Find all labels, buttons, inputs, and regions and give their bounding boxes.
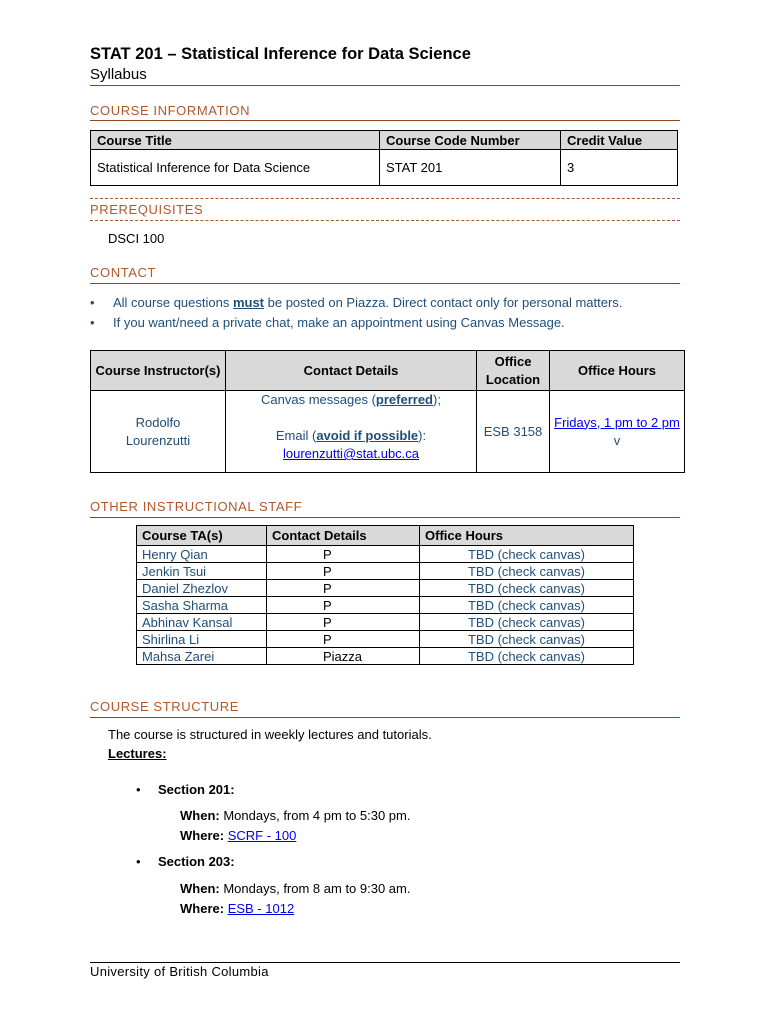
section-item: • Section 201: xyxy=(136,782,235,797)
footer-divider xyxy=(90,962,680,963)
ta-name-cell: Jenkin Tsui xyxy=(137,563,267,580)
table-header: Course TA(s) xyxy=(137,526,267,546)
section-divider xyxy=(90,198,680,199)
ta-name-cell: Sasha Sharma xyxy=(137,597,267,614)
ta-hours-cell: TBD (check canvas) xyxy=(420,546,634,563)
section-heading-prerequisites: PREREQUISITES xyxy=(90,202,204,217)
table-row xyxy=(137,597,634,614)
ta-hours-cell: TBD (check canvas) xyxy=(420,648,634,665)
table-cell: STAT 201 xyxy=(380,150,561,186)
section-divider xyxy=(90,283,680,284)
ta-name-cell: Daniel Zhezlov xyxy=(137,580,267,597)
contact-bullet-list xyxy=(90,294,622,334)
ta-contact-cell: P xyxy=(267,580,420,597)
table-row xyxy=(137,614,634,631)
list-item: • All course questions must be posted on Piazza. Direct contact only for personal matters. xyxy=(90,294,622,314)
table-cell: 3 xyxy=(561,150,678,186)
structure-intro: The course is structured in weekly lectures and tutorials. xyxy=(108,727,432,742)
section-when: When: Mondays, from 4 pm to 5:30 pm. xyxy=(180,808,411,823)
section-divider xyxy=(90,717,680,718)
table-header: Office Hours xyxy=(550,351,685,391)
ta-contact-cell: P xyxy=(267,631,420,648)
table-header: Contact Details xyxy=(267,526,420,546)
office-hours: Fridays, 1 pm to 2 pm v xyxy=(550,391,685,473)
table-row xyxy=(137,648,634,665)
contact-details: Canvas messages (preferred); Email (avoid if possible): lourenzutti@stat.ubc.ca xyxy=(226,391,477,473)
course-information-table xyxy=(90,130,678,186)
ta-contact-cell: P xyxy=(267,563,420,580)
section-divider xyxy=(90,517,680,518)
table-header: Course Code Number xyxy=(380,131,561,150)
ta-contact-cell: Piazza xyxy=(267,648,420,665)
ta-name-cell: Mahsa Zarei xyxy=(137,648,267,665)
room-link[interactable]: ESB - 1012 xyxy=(227,901,295,916)
section-item: • Section 203: xyxy=(136,854,235,869)
table-header: Office Hours xyxy=(420,526,634,546)
ta-name-cell: Henry Qian xyxy=(137,546,267,563)
section-heading-course-information: COURSE INFORMATION xyxy=(90,103,251,118)
table-header: Contact Details xyxy=(226,351,477,391)
emphasis-must: must xyxy=(232,295,265,310)
section-where: Where: SCRF - 100 xyxy=(180,828,297,843)
ta-table xyxy=(136,525,634,665)
table-header: Office Location xyxy=(477,351,550,391)
section-when: When: Mondays, from 8 am to 9:30 am. xyxy=(180,881,411,896)
ta-name-cell: Shirlina Li xyxy=(137,631,267,648)
office-hours-link[interactable]: Fridays, 1 pm to 2 pm xyxy=(554,414,680,430)
ta-hours-cell: TBD (check canvas) xyxy=(420,563,634,580)
ta-contact-cell: P xyxy=(267,597,420,614)
ta-name-cell: Abhinav Kansal xyxy=(137,614,267,631)
list-item: • If you want/need a private chat, make an appointment using Canvas Message. xyxy=(90,314,622,334)
table-row xyxy=(137,580,634,597)
ta-hours-cell: TBD (check canvas) xyxy=(420,631,634,648)
ta-contact-cell: P xyxy=(267,614,420,631)
table-header: Course Instructor(s) xyxy=(91,351,226,391)
document-title: STAT 201 – Statistical Inference for Data Science xyxy=(90,45,471,63)
ta-hours-cell: TBD (check canvas) xyxy=(420,597,634,614)
section-heading-staff: OTHER INSTRUCTIONAL STAFF xyxy=(90,499,303,514)
instructor-name: Rodolfo Lourenzutti xyxy=(91,391,226,473)
lectures-label: Lectures: xyxy=(108,746,167,761)
prerequisite-value: DSCI 100 xyxy=(108,231,165,246)
office-location: ESB 3158 xyxy=(477,391,550,473)
table-header: Credit Value xyxy=(561,131,678,150)
footer-text: University of British Columbia xyxy=(90,964,269,979)
section-heading-course-structure: COURSE STRUCTURE xyxy=(90,699,239,714)
ta-hours-cell: TBD (check canvas) xyxy=(420,580,634,597)
section-heading-contact: CONTACT xyxy=(90,265,157,280)
table-cell: Statistical Inference for Data Science xyxy=(91,150,380,186)
header-divider xyxy=(90,85,680,86)
table-row xyxy=(137,631,634,648)
email-link[interactable]: lourenzutti@stat.ubc.ca xyxy=(282,446,420,461)
table-row xyxy=(137,546,634,563)
ta-contact-cell: P xyxy=(267,546,420,563)
section-where: Where: ESB - 1012 xyxy=(180,901,295,916)
section-divider xyxy=(90,220,680,221)
document-subtitle: Syllabus xyxy=(90,66,147,83)
room-link[interactable]: SCRF - 100 xyxy=(227,828,297,843)
section-divider xyxy=(90,120,680,121)
table-row xyxy=(137,563,634,580)
instructor-contact-table xyxy=(90,350,685,473)
table-header: Course Title xyxy=(91,131,380,150)
ta-hours-cell: TBD (check canvas) xyxy=(420,614,634,631)
